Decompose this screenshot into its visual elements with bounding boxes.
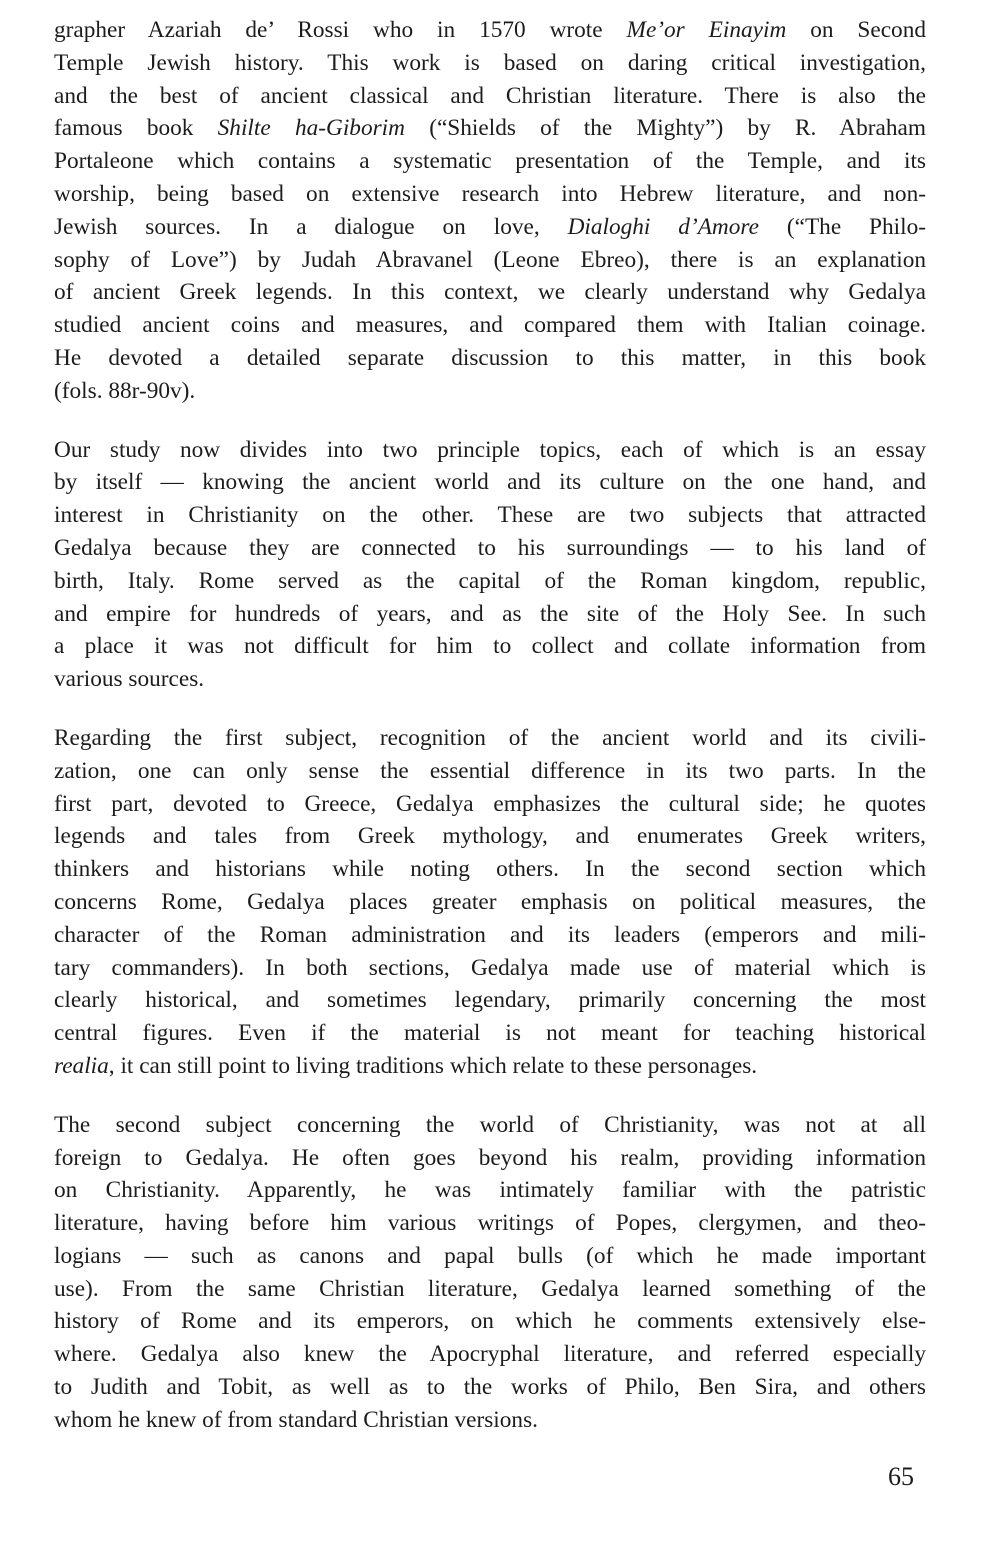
text-line: tary commanders). In both sections, Gedalya made use of material which is xyxy=(54,954,926,981)
text-line: central figures. Even if the material is not meant for teaching historical xyxy=(54,1020,926,1047)
text-line: zation, one can only sense the essential difference in its two parts. In the xyxy=(54,757,926,784)
text-line: The second subject concerning the world of Christianity, was not at all xyxy=(54,1111,926,1138)
text-line: realia, it can still point to living traditions which relate to these personages. xyxy=(54,1052,758,1079)
text-line: history of Rome and its emperors, on which he comments extensively else- xyxy=(54,1308,926,1335)
text-line: of ancient Greek legends. In this context, we clearly understand why Gedalya xyxy=(54,279,926,306)
paragraph-2 xyxy=(54,434,926,696)
text-line: worship, being based on extensive research into Hebrew literature, and non- xyxy=(54,180,926,207)
text-line: first part, devoted to Greece, Gedalya emphasizes the cultural side; he quotes xyxy=(54,790,926,817)
text-line: Temple Jewish history. This work is based on daring critical investigation, xyxy=(54,49,926,76)
text-line: concerns Rome, Gedalya places greater emphasis on political measures, the xyxy=(54,888,926,915)
italic-term: realia xyxy=(54,1052,109,1079)
text-line: and empire for hundreds of years, and as the site of the Holy See. In such xyxy=(54,600,926,627)
paragraph-3 xyxy=(54,722,926,1083)
text-line: thinkers and historians while noting others. In the second section which xyxy=(54,856,926,883)
text-line: on Christianity. Apparently, he was intimately familiar with the patristic xyxy=(54,1177,926,1204)
text-line: foreign to Gedalya. He often goes beyond his realm, providing information xyxy=(54,1144,926,1171)
text-line: (fols. 88r-90v). xyxy=(54,377,196,404)
text-line: use). From the same Christian literature, Gedalya learned something of the xyxy=(54,1275,926,1302)
italic-term: Shilte ha-Giborim xyxy=(217,115,405,142)
text-line: Gedalya because they are connected to his surroundings — to his land of xyxy=(54,534,926,561)
paragraph-4 xyxy=(54,1109,926,1437)
text-line: birth, Italy. Rome served as the capital of the Roman kingdom, republic, xyxy=(54,567,926,594)
text-line: He devoted a detailed separate discussion to this matter, in this book xyxy=(54,344,926,371)
text-line: legends and tales from Greek mythology, and enumerates Greek writers, xyxy=(54,823,926,850)
text-line: famous book Shilte ha-Giborim (“Shields of the Mighty”) by R. Abraham xyxy=(54,115,926,142)
text-line: literature, having before him various writings of Popes, clergymen, and theo- xyxy=(54,1210,926,1237)
paragraph-1 xyxy=(54,14,926,408)
text-line: studied ancient coins and measures, and compared them with Italian coinage. xyxy=(54,312,926,339)
text-line: and the best of ancient classical and Christian literature. There is also the xyxy=(54,82,926,109)
text-line: various sources. xyxy=(54,666,205,693)
page-body xyxy=(54,14,926,1463)
text-line: grapher Azariah de’ Rossi who in 1570 wrote Me’or Einayim on Second xyxy=(54,17,926,43)
italic-term: Me’or Einayim xyxy=(626,17,787,43)
text-line: logians — such as canons and papal bulls (of which he made important xyxy=(54,1242,926,1269)
text-line: Regarding the first subject, recognition of the ancient world and its civili- xyxy=(54,724,926,751)
text-line: interest in Christianity on the other. These are two subjects that attracted xyxy=(54,502,926,529)
text-line: sophy of Love”) by Judah Abravanel (Leone Ebreo), there is an explanation xyxy=(54,246,926,273)
text-line: where. Gedalya also knew the Apocryphal literature, and referred especially xyxy=(54,1341,926,1368)
text-line: whom he knew of from standard Christian versions. xyxy=(54,1406,538,1433)
text-line: Jewish sources. In a dialogue on love, Dialoghi d’Amore (“The Philo- xyxy=(54,213,927,240)
text-line: Portaleone which contains a systematic presentation of the Temple, and its xyxy=(54,148,926,175)
text-line: by itself — knowing the ancient world and its culture on the one hand, and xyxy=(54,469,926,496)
text-line: a place it was not difficult for him to collect and collate information from xyxy=(54,633,926,660)
text-line: Our study now divides into two principle topics, each of which is an essay xyxy=(54,436,926,463)
text-line: to Judith and Tobit, as well as to the works of Philo, Ben Sira, and others xyxy=(54,1374,926,1401)
italic-term: Dialoghi d’Amore xyxy=(567,213,759,240)
page-number: 65 xyxy=(888,1462,914,1491)
text-line: clearly historical, and sometimes legendary, primarily concerning the most xyxy=(54,987,926,1014)
text-line: character of the Roman administration and its leaders (emperors and mili- xyxy=(54,921,926,948)
